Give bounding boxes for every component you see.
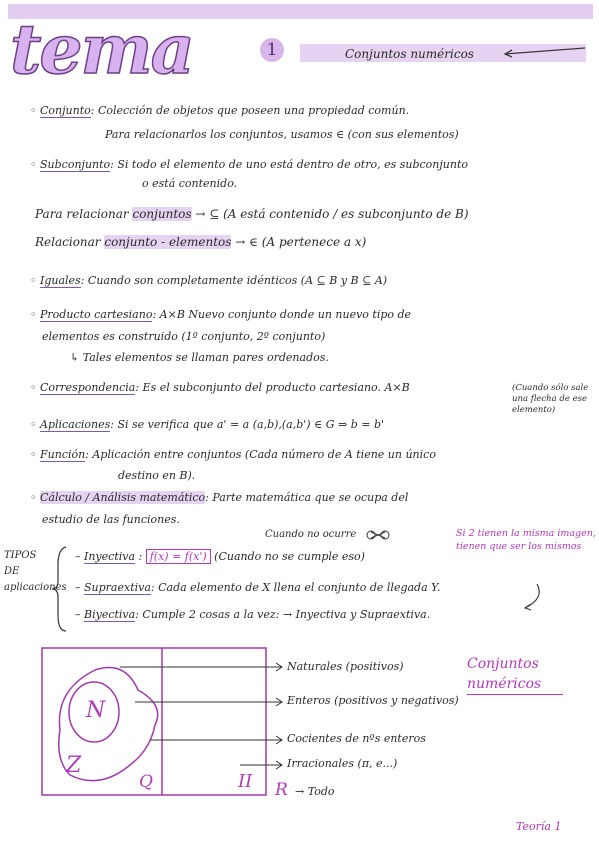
def-supraextiva: : Cada elemento de X llena el conjunto de llegada Y. (150, 581, 441, 594)
def-aplicaciones: : Si se verifica que a' = a (a,b),(a,b') ∈ G ⇒ b = b' (110, 418, 385, 431)
bullet-iguales: ◦ Iguales: Cuando son completamente idénticos (A ⊆ B y B ⊆ A) (30, 274, 388, 287)
arrow-label-cocientes: Cocientes de nºs enteros (287, 732, 426, 745)
inyectiva-note: Si 2 tienen la misma imagen, tienen que ser los mismos (456, 528, 596, 552)
conjunto-line2: Para relacionarlos los conjuntos, usamos ∈ (con sus elementos) (105, 128, 459, 141)
rel-conj-highlight: conjuntos (132, 207, 192, 221)
bullet-producto: ◦ Producto cartesiano: A×B Nuevo conjunto donde un nuevo tipo de (30, 308, 412, 321)
def-inyectiva: Cuando no se cumple eso) (218, 550, 365, 563)
bullet-calculo: ◦ Cálculo / Análisis matemático: Parte matemática que se ocupa del (30, 491, 409, 504)
producto-line2: elementos es construido (1º conjunto, 2º conjunto) (42, 330, 326, 343)
term-iguales: Iguales (40, 274, 81, 287)
def-funcion: : Aplicación entre conjuntos (Cada número de A tiene un único (85, 448, 436, 461)
label-I: II (238, 771, 253, 792)
rel-conj-symbol: → ⊆ (A está contenido / es subconjunto de B) (195, 207, 469, 221)
rel-conj-text: Para relacionar (35, 207, 129, 221)
label-R: R (275, 780, 288, 800)
bullet-subconjunto: ◦ Subconjunto: Si todo el elemento de uno está dentro de otro, es subconjunto (30, 158, 469, 171)
funcion-line2: destino en B). (118, 469, 196, 482)
bullet-funcion: ◦ Función: Aplicación entre conjuntos (Cada número de A tiene un único (30, 448, 436, 461)
arrow-label-enteros: Enteros (positivos y negativos) (287, 694, 459, 707)
term-correspondencia: Correspondencia (40, 381, 136, 394)
tipos-aplicaciones-label: TIPOS DE aplicaciones (4, 550, 67, 593)
term-biyectiva: Biyectiva (84, 608, 136, 621)
term-calculo: Cálculo / Análisis matemático (40, 491, 206, 504)
label-Q: Q (139, 772, 153, 792)
item-inyectiva: – Inyectiva : f(x) = f(x') (Cuando no se cumple eso) (75, 550, 365, 563)
diagram-heading: Conjuntos numéricos (467, 656, 542, 692)
def-calculo: : Parte matemática que se ocupa del (205, 491, 409, 504)
term-conjunto: Conjunto (40, 104, 91, 117)
rel-elem-highlight: conjunto - elementos (104, 235, 232, 249)
def-conjunto: : Colección de objetos que poseen una propiedad común. (90, 104, 410, 117)
def-subconjunto: : Si todo el elemento de uno está dentro de otro, es subconjunto (110, 158, 469, 171)
arrow-label-todo: → Todo (295, 785, 335, 798)
term-aplicaciones: Aplicaciones (40, 418, 111, 431)
arrow-label-irracionales: Irracionales (π, e...) (287, 757, 398, 770)
def-producto: : A×B Nuevo conjunto donde un nuevo tipo de (152, 308, 412, 321)
bullet-aplicaciones: ◦ Aplicaciones: Si se verifica que a' = a (a,b),(a,b') ∈ G ⇒ b = b' (30, 418, 385, 431)
item-biyectiva: – Biyectiva: Cumple 2 cosas a la vez: → Inyectiva y Supraextiva. (75, 608, 431, 621)
page-title: tema (10, 10, 193, 90)
item-supraextiva: – Supraextiva: Cada elemento de X llena el conjunto de llegada Y. (75, 581, 441, 594)
term-producto: Producto cartesiano (40, 308, 153, 321)
inyectiva-formula: f(x) = f(x') (146, 549, 211, 564)
def-correspondencia: : Es el subconjunto del producto cartesiano. A×B (135, 381, 410, 394)
diagram-heading-underline (467, 694, 563, 695)
page-subtitle: Conjuntos numéricos (345, 47, 474, 61)
term-funcion: Función (40, 448, 86, 461)
term-subconjunto: Subconjunto (40, 158, 111, 171)
def-biyectiva: : Cumple 2 cosas a la vez: → Inyectiva y Supraextiva. (135, 608, 431, 621)
footer-label: Teoría 1 (516, 820, 562, 833)
producto-line3: ↳ Tales elementos se llaman pares ordenados. (70, 351, 329, 364)
arrow-label-naturales: Naturales (positivos) (287, 660, 404, 673)
cuando-no-ocurre-label: Cuando no ocurre (265, 529, 357, 540)
calculo-line2: estudio de las funciones. (42, 513, 180, 526)
term-inyectiva: Inyectiva (84, 550, 136, 563)
term-supraextiva: Supraextiva (84, 581, 151, 594)
rel-elem-symbol: → ∈ (A pertenece a x) (235, 235, 367, 249)
bullet-conjunto: ◦ Conjunto: Colección de objetos que poseen una propiedad común. (30, 104, 410, 117)
bullet-correspondencia: ◦ Correspondencia: Es el subconjunto del producto cartesiano. A×B (30, 381, 410, 394)
def-iguales: : Cuando son completamente idénticos (A ⊆ B y B ⊆ A) (80, 274, 388, 287)
correspondencia-note: (Cuando sólo sale una flecha de ese elemento) (512, 383, 589, 415)
rel-elem-text: Relacionar (35, 235, 101, 249)
subconjunto-line2: o está contenido. (142, 177, 238, 190)
label-N: N (86, 698, 106, 723)
label-Z: Z (66, 753, 82, 778)
topic-number-badge: 1 (260, 38, 284, 62)
